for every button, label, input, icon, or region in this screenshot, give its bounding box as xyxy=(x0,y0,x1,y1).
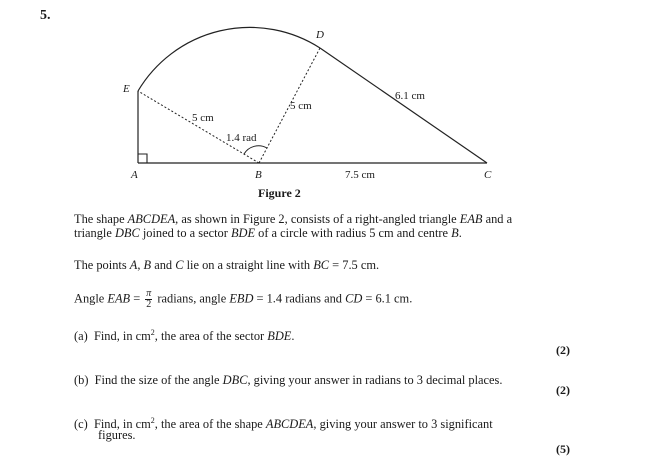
pi-over-2-fraction: $\frac{\pi}{2}$ xyxy=(146,288,152,310)
line-DC xyxy=(320,48,487,163)
angle-statement: Angle EAB = $\frac{\pi}{2}$ radians, angle EBD = 1.4 radians and CD = 6.1 cm. xyxy=(74,288,413,310)
question-number: 5. xyxy=(40,8,51,23)
point-label-B: B xyxy=(255,169,262,181)
intro-line-1: The shape ABCDEA, as shown in Figure 2, consists of a right-angled triangle EAB and a xyxy=(74,212,513,226)
sector-arc xyxy=(138,27,320,91)
point-label-C: C xyxy=(484,169,492,181)
part-b-marks: (2) xyxy=(556,383,570,397)
part-b: (b) Find the size of the angle DBC, giving your answer in radians to 3 decimal places. xyxy=(74,373,503,387)
point-label-D: D xyxy=(316,29,324,41)
right-angle-marker xyxy=(138,154,147,163)
figure-2-diagram xyxy=(0,0,650,200)
radius-BE xyxy=(138,91,259,163)
label-BD-5cm: 5 cm xyxy=(290,100,312,112)
points-statement: The points A, B and C lie on a straight line with BC = 7.5 cm. xyxy=(74,258,380,272)
figure-caption: Figure 2 xyxy=(258,186,301,200)
point-label-A: A xyxy=(131,169,138,181)
part-c-marks: (5) xyxy=(556,442,570,456)
part-c-line-1: (c) Find, in $cm^2$, the area of the shape ABCDEA, giving your answer to 3 significant xyxy=(74,416,493,432)
label-CD-6-1cm: 6.1 cm xyxy=(395,90,425,102)
intro-line-2: triangle DBC joined to a sector BDE of a circle with radius 5 cm and centre B. xyxy=(74,226,462,240)
part-a-marks: (2) xyxy=(556,343,570,357)
part-c-line-2: figures. xyxy=(98,428,136,442)
label-angle-1-4rad: 1.4 rad xyxy=(226,132,257,144)
label-BE-5cm: 5 cm xyxy=(192,112,214,124)
label-BC-7-5cm: 7.5 cm xyxy=(345,169,375,181)
point-label-E: E xyxy=(123,83,130,95)
angle-arc-B xyxy=(244,146,267,154)
part-a: (a) Find, in $cm^2$, the area of the sector BDE. xyxy=(74,328,295,344)
